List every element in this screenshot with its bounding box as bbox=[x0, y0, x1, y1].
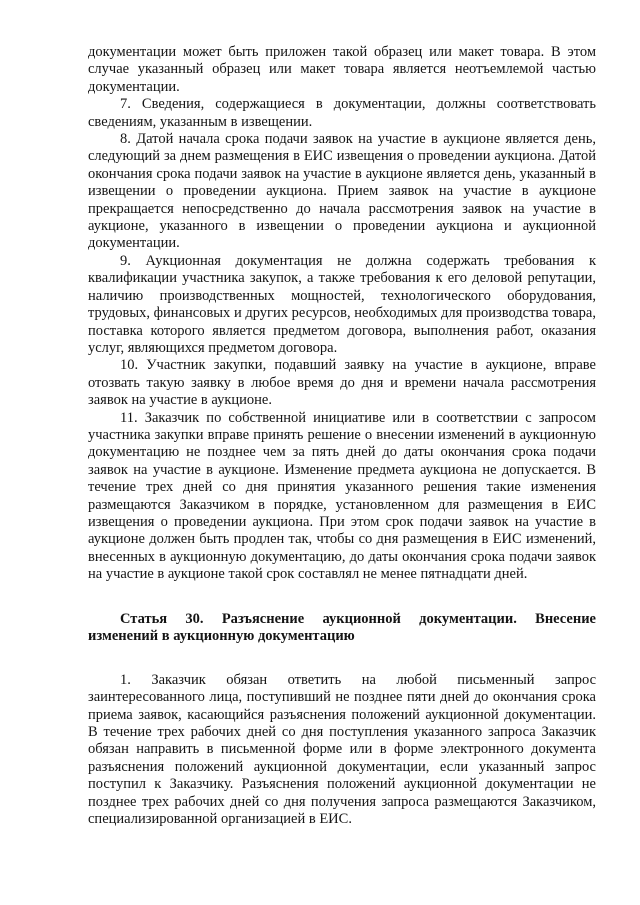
paragraph-item-11: 11. Заказчик по собственной инициативе или в соответствии с запросом участника закупки вправе принять решение о внесении изменений в аукционную документацию не позднее чем за пять дней до даты окончания срока подачи заявок на участие в аукционе. Изменение предмета аукциона не допускается. В течение трех дней со дня принятия указанного решения такие изменения размещаются Заказчиком в порядке, установленном для размещения в ЕИС извещения о проведении аукциона. При этом срок подачи заявок на участие в аукционе должен быть продлен так, чтобы со дня размещения в ЕИС изменений, внесенных в аукционную документацию, до даты окончания срока подачи заявок на участие в аукционе такой срок составлял не менее пятнадцати дней. bbox=[88, 409, 596, 583]
article-heading: Статья 30. Разъяснение аукционной документации. Внесение изменений в аукционную документацию bbox=[88, 610, 596, 645]
paragraph-article30-item-1: 1. Заказчик обязан ответить на любой письменный запрос заинтересованного лица, поступивший не позднее пяти дней до окончания срока приема заявок, касающийся разъяснения положений аукционной документации. В течение трех рабочих дней со дня поступления указанного запроса Заказчик обязан направить в письменной форме или в форме электронного документа разъяснения положений аукционной документации, если указанный запрос поступил к Заказчику. Разъяснения положений аукционной документации не позднее трех рабочих дней со дня получения запроса размещаются Заказчиком, специализированной организацией в ЕИС. bbox=[88, 671, 596, 828]
paragraph-item-9: 9. Аукционная документация не должна содержать требования к квалификации участника закупок, а также требования к его деловой репутации, наличию производственных мощностей, технологического оборудования, трудовых, финансовых и других ресурсов, необходимых для производства товара, поставка которого является предметом договора, выполнения работ, оказания услуг, являющихся предметом договора. bbox=[88, 252, 596, 356]
paragraph-item-7: 7. Сведения, содержащиеся в документации, должны соответствовать сведениям, указанным в извещении. bbox=[88, 96, 596, 130]
paragraph-item-10: 10. Участник закупки, подавший заявку на участие в аукционе, вправе отозвать такую заявку в любое время до дня и времени начала рассмотрения заявок на участие в аукционе. bbox=[88, 357, 596, 409]
paragraph-continuation: документации может быть приложен такой образец или макет товара. В этом случае указанный образец или макет товара является неотъемлемой частью документации. bbox=[88, 44, 596, 95]
paragraph-item-8: 8. Датой начала срока подачи заявок на участие в аукционе является день, следующий за днем размещения в ЕИС извещения о проведении аукциона. Датой окончания срока подачи заявок на участие в аукционе является день, указанный в извещении о проведении аукциона. Прием заявок на участие в аукционе прекращается непосредственно до начала рассмотрения заявок на участие в аукционе, указанного в извещении о проведении аукциона и аукционной документации. bbox=[88, 131, 596, 252]
